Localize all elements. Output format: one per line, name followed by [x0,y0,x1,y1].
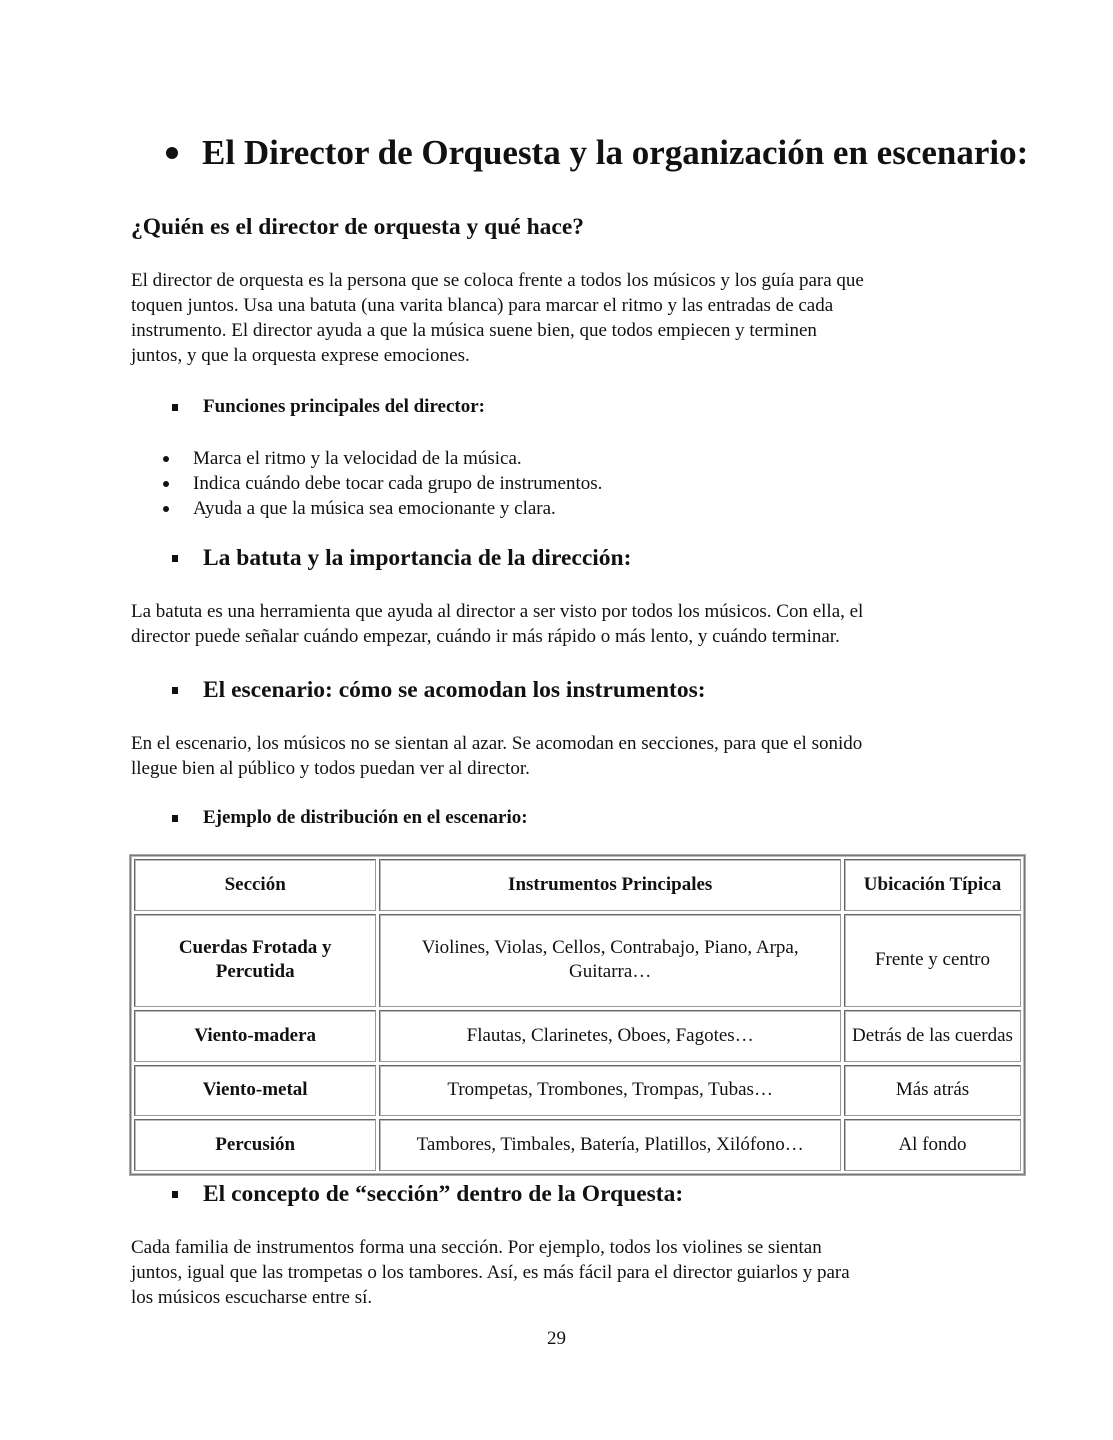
square-bullet-icon [172,815,178,822]
stage-heading [172,677,706,704]
table-row [134,1065,1021,1117]
text-line: director puede señalar cuándo empezar, cuándo ir más rápido o más lento, y cuándo terminar. [131,626,840,647]
list-item-text: Indica cuándo debe tocar cada grupo de instrumentos. [193,473,603,494]
column-header: Sección [134,859,376,911]
square-bullet-icon [172,687,178,694]
text-line: Cada familia de instrumentos forma una sección. Por ejemplo, todos los violines se sientan [131,1237,822,1258]
bullet-icon [163,481,169,487]
heading-text: El escenario: cómo se acomodan los instrumentos: [203,677,706,703]
text-line: El director de orquesta es la persona que se coloca frente a todos los músicos y los guía para que [131,270,864,291]
column-header: Ubicación Típica [844,859,1021,911]
heading-text: Funciones principales del director: [203,396,485,417]
section-cell: Cuerdas Frotada y Percutida [134,914,376,1007]
instruments-cell: Trompetas, Trombones, Trompas, Tubas… [379,1065,841,1117]
location-cell: Frente y centro [844,914,1021,1007]
functions-list [163,446,602,521]
section-cell: Viento-metal [134,1065,376,1117]
stage-paragraph [131,731,1001,781]
text-line: instrumento. El director ayuda a que la música suene bien, que todos empiecen y terminen [131,320,817,341]
text-line: toquen juntos. Usa una batuta (una varita blanca) para marcar el ritmo y las entradas de cada [131,295,834,316]
instruments-cell: Flautas, Clarinetes, Oboes, Fagotes… [379,1010,841,1062]
bullet-icon [166,147,178,159]
text-line: La batuta es una herramienta que ayuda al director a ser visto por todos los músicos. Con ella, el [131,601,864,622]
baton-paragraph [131,599,1001,649]
page-number: 29 [547,1328,566,1349]
section-subtitle: ¿Quién es el director de orquesta y qué hace? [131,214,585,240]
section-concept-heading [172,1181,683,1208]
square-bullet-icon [172,404,178,411]
heading-text: El concepto de “sección” dentro de la Orquesta: [203,1181,684,1207]
location-cell: Al fondo [844,1119,1021,1171]
bullet-icon [163,506,169,512]
page-title-text: El Director de Orquesta y la organización en escenario: [202,133,1029,172]
square-bullet-icon [172,555,178,562]
table-row [134,914,1021,1007]
functions-heading [172,396,485,418]
text-line: los músicos escucharse entre sí. [131,1287,373,1308]
list-item [163,446,602,471]
column-header: Instrumentos Principales [379,859,841,911]
intro-paragraph [131,268,1001,368]
table-header-row [134,859,1021,911]
location-cell: Más atrás [844,1065,1021,1117]
section-cell: Viento-madera [134,1010,376,1062]
text-line: En el escenario, los músicos no se sientan al azar. Se acomodan en secciones, para que el sonido [131,733,863,754]
list-item [163,471,602,496]
bullet-icon [163,456,169,462]
list-item [163,496,602,521]
location-cell: Detrás de las cuerdas [844,1010,1021,1062]
instruments-cell: Violines, Violas, Cellos, Contrabajo, Piano, Arpa, Guitarra… [379,914,841,1007]
text-line: llegue bien al público y todos puedan ver al director. [131,758,530,779]
page-title [166,133,1028,173]
section-concept-paragraph [131,1235,1001,1310]
section-cell: Percusión [134,1119,376,1171]
table-row [134,1119,1021,1171]
instruments-cell: Tambores, Timbales, Batería, Platillos, Xilófono… [379,1119,841,1171]
square-bullet-icon [172,1191,178,1198]
heading-text: Ejemplo de distribución en el escenario: [203,807,528,828]
baton-heading [172,545,631,572]
list-item-text: Ayuda a que la música sea emocionante y clara. [193,498,556,519]
distribution-heading [172,807,528,829]
table-row [134,1010,1021,1062]
distribution-table [130,855,1025,1175]
list-item-text: Marca el ritmo y la velocidad de la música. [193,448,522,469]
text-line: juntos, y que la orquesta exprese emociones. [131,345,470,366]
text-line: juntos, igual que las trompetas o los tambores. Así, es más fácil para el director guiarlos y para [131,1262,850,1283]
heading-text: La batuta y la importancia de la dirección: [203,545,632,571]
